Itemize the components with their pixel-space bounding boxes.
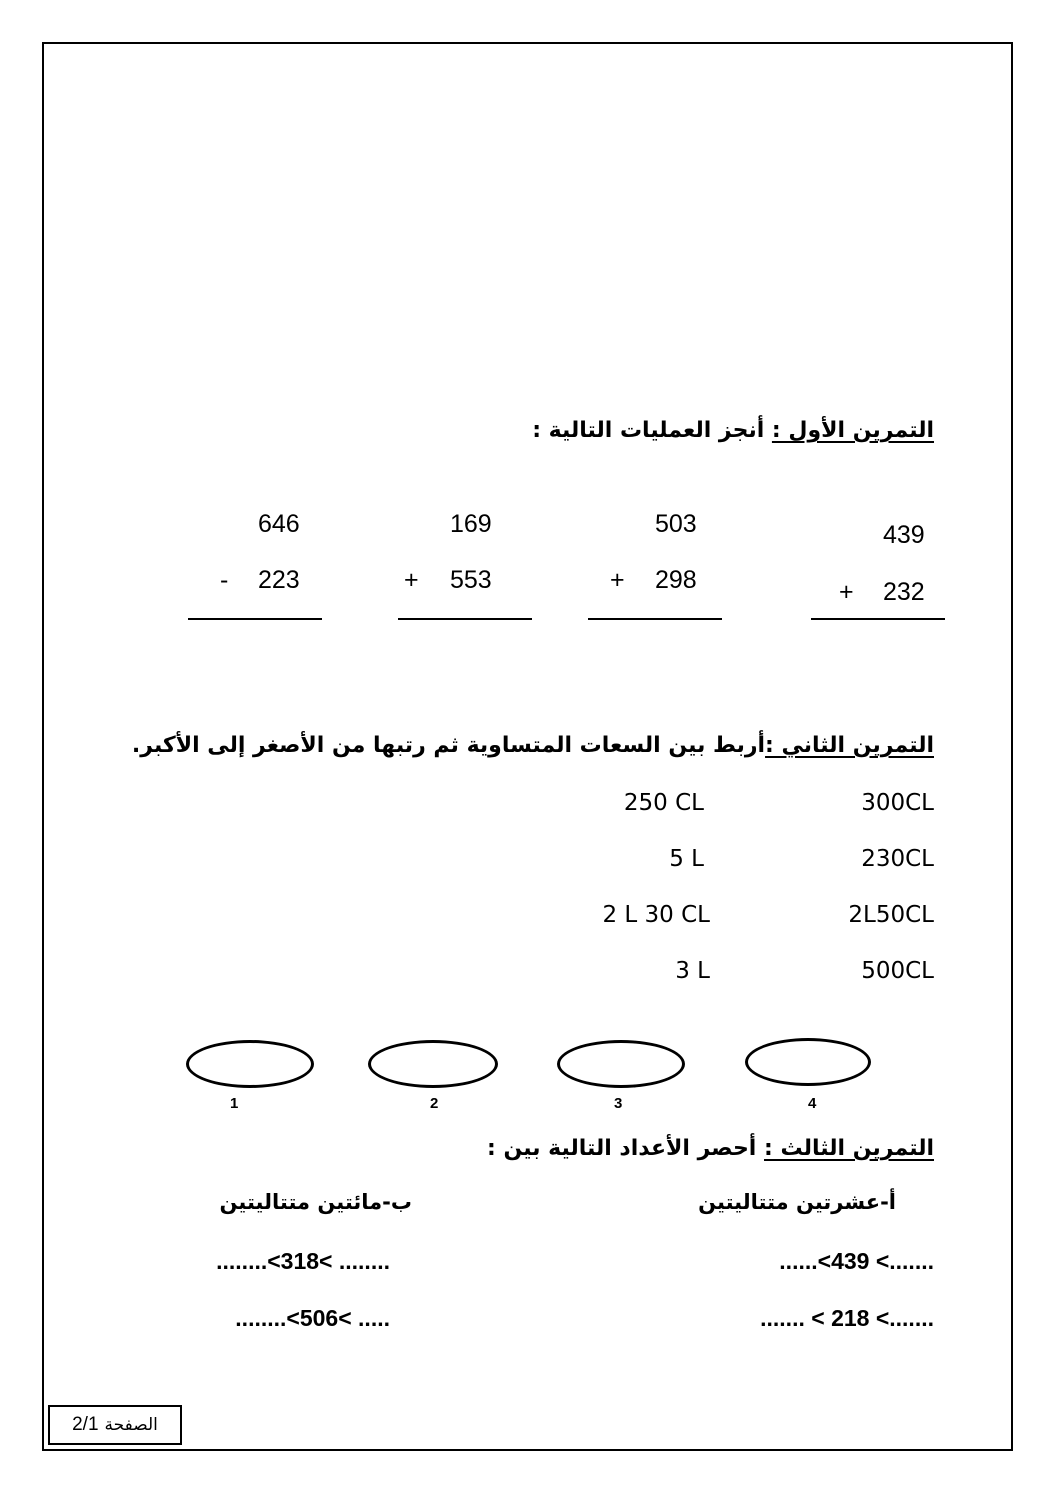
page-number: 2/1 [72,1414,99,1435]
op2-top: 169 [450,510,492,538]
part-b-label: ب-مائتين متتاليتين [219,1190,412,1214]
part-b-line-1[interactable]: ........<318< ........ [216,1248,390,1274]
op3-operator: + [610,566,625,594]
oval-number-3: 3 [614,1095,623,1112]
op3-top: 503 [655,510,697,538]
page-label: الصفحة [104,1415,158,1435]
capacity-left-1: 250 CL [623,790,704,816]
exercise1-heading [532,418,934,443]
exercise2-title: التمرين الثاني : [765,733,934,758]
exercise3-title: التمرين الثالث : [764,1136,934,1161]
op1-answer-line[interactable] [188,618,322,620]
exercise3-instruction: أحصر الأعداد التالية بين : [486,1136,757,1161]
op2-bottom: 553 [450,566,492,594]
op4-bottom: 232 [883,578,925,606]
part-a-line-1[interactable]: ......<439 <....... [779,1248,934,1274]
order-oval-1[interactable] [186,1040,314,1088]
op1-top: 646 [258,510,300,538]
op4-operator: + [839,578,854,606]
capacity-right-2: 230CL [861,846,934,872]
capacity-right-1: 300CL [861,790,934,816]
op2-operator: + [404,566,419,594]
order-oval-4[interactable] [745,1038,871,1086]
oval-number-4: 4 [808,1095,817,1112]
part-a-label: أ-عشرتين متتاليتين [698,1190,896,1214]
part-b-line-2[interactable]: ........<506< ..... [235,1305,390,1331]
op4-answer-line[interactable] [811,618,945,620]
exercise1-title: التمرين الأول : [771,418,934,443]
oval-number-2: 2 [430,1095,439,1112]
op1-bottom: 223 [258,566,300,594]
op4-top: 439 [883,521,925,549]
part-a-line-2[interactable]: ....... < 218 <....... [760,1305,934,1331]
page-number-box [48,1405,182,1445]
exercise3-heading [487,1136,934,1161]
op3-answer-line[interactable] [588,618,722,620]
capacity-left-4: 3 L [675,958,710,984]
exercise1-instruction: أنجز العمليات التالية : [532,418,765,443]
capacity-right-4: 500CL [861,958,934,984]
capacity-right-3: 2L50CL [848,902,934,928]
op1-operator: - [220,566,229,594]
capacity-left-3: 2 L 30 CL [602,902,710,928]
order-oval-3[interactable] [557,1040,685,1088]
exercise2-heading [132,733,934,758]
oval-number-1: 1 [230,1095,239,1112]
op2-answer-line[interactable] [398,618,532,620]
order-oval-2[interactable] [368,1040,498,1088]
exercise2-instruction: أربط بين السعات المتساوية ثم رتبها من الأصغر إلى الأكبر. [131,733,766,758]
op3-bottom: 298 [655,566,697,594]
capacity-left-2: 5 L [669,846,704,872]
